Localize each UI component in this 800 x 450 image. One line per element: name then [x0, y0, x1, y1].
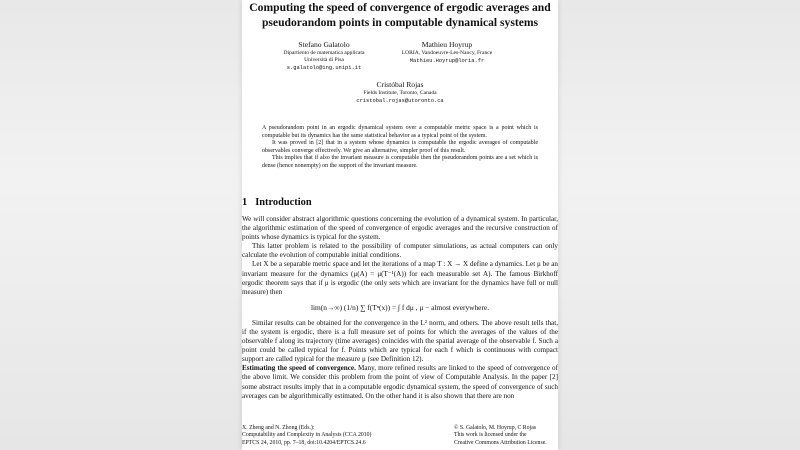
author-email: cristobal.rojas@utoronto.ca	[356, 98, 444, 104]
section-title: Introduction	[255, 197, 312, 208]
author-name: Cristóbal Rojas	[376, 80, 424, 89]
birkhoff-formula: lim(n→∞) (1/n) ∑ f(Tⁿ(x)) = ∫ f dμ , μ − almost everywhere.	[310, 302, 490, 312]
footer-line: This work is licensed under the	[454, 432, 527, 439]
author-email: Mathieu.Hoyrup@loria.fr	[409, 58, 485, 64]
footer-citation	[242, 425, 371, 447]
body-paragraph: We will consider abstract algorithmic questions concerning the evolution of a dynamical system. In particular, the algorithmic estimation of the speed of convergence of ergodic averages and the recursive construction of points whose dynamics is typical for the system.	[242, 215, 558, 242]
footer-line: © S. Galatolo, M. Hoyrup, C Rojas	[454, 425, 537, 431]
author-block-2	[382, 40, 512, 65]
body-paragraph	[242, 364, 558, 400]
paragraph-text: Many, more refined results are linked to the speed of convergence of the above limit. We consider this problem from the point of view of Computable Analysis. In the paper [2] some abstract results imply that in a computable ergodic dynamical system, the speed of convergence of such averages can be algorithmically estimated. On the other hand it is also shown that there are non	[242, 364, 558, 400]
author-affiliation: LORIA, Vandoeuvre-Les-Nancy, France	[401, 50, 493, 56]
footer-license	[454, 425, 547, 447]
paper-page	[242, 0, 558, 450]
author-email: s.galatolo@ing.unipi.it	[286, 65, 362, 71]
footer-line: EPTCS 24, 2010, pp. 7–18, doi:10.4204/EPTCS.24.6	[242, 439, 366, 446]
body-paragraph: Let X be a separable metric space and let the iterations of a map T : X → X define a dynamics. Let μ be an invariant measure for the dynamics (μ(A) = μ(T⁻¹(A)) for each measurable set A). The famous Birkhoff ergodic theorem says that if μ is ergodic (the only sets which are invariant for the dynamics have full or null measure) then	[242, 260, 558, 296]
author-affiliation: Dipartiento de matematica applicata	[283, 50, 365, 56]
abstract-paragraph: A pseudorandom point in an ergodic dynamical system over a computable metric space is a point which is computable but its dynamics has the same statistical behavior as a typical point of the system.	[262, 125, 538, 139]
body-paragraph: This latter problem is related to the possibility of computer simulations, as actual computers can only calculate the evolution of computable initial conditions.	[242, 242, 558, 260]
body-text	[242, 215, 558, 401]
author-block-3	[330, 80, 470, 105]
footer-line: Computability and Complexity in Analysis (CCA 2010)	[242, 432, 372, 439]
author-name: Stefano Galatolo	[298, 40, 350, 49]
author-affiliation: Università di Pisa	[304, 57, 344, 63]
section-heading	[242, 197, 312, 209]
abstract-paragraph: This implies that if also the invariant measure is computable then the pseudorandom points are a set which is dense (hence nonempty) on the support of the invariant measure.	[262, 155, 538, 169]
abstract-paragraph: It was proved in [2] that in a system whose dynamics is computable the ergodic averages of computable observables converge effectively. We give an alternative, simpler proof of this result.	[262, 140, 538, 154]
paper-title	[242, 0, 558, 30]
author-name: Mathieu Hoyrup	[421, 40, 473, 49]
paragraph-heading: Estimating the speed of convergence.	[242, 364, 356, 373]
body-paragraph: Similar results can be obtained for the convergence in the L² norm, and others. The above result tells that, if the system is ergodic, there is a full measure set of points for which the averages of the values of the observable f along its trajectory (time averages) coincides with the spatial average of the observable f. Such a point could be called typical for f. Points which are typical for each f which is continuous with compact support are called typical for the measure μ (see Definition 12).	[242, 318, 558, 364]
right-background	[558, 0, 800, 450]
title-line-2: pseudorandom points in computable dynamical systems	[261, 16, 539, 29]
author-affiliation: Fields Institute, Toronto, Canada	[363, 90, 437, 96]
footer-line: X. Zheng and N. Zhong (Eds.):	[242, 425, 315, 431]
section-number: 1	[242, 197, 248, 208]
title-line-1: Computing the speed of convergence of ergodic averages and	[249, 1, 551, 14]
abstract	[262, 125, 538, 171]
left-background	[0, 0, 242, 450]
footer-line: Creative Commons Attribution License.	[454, 439, 547, 446]
author-block-1	[256, 40, 392, 72]
